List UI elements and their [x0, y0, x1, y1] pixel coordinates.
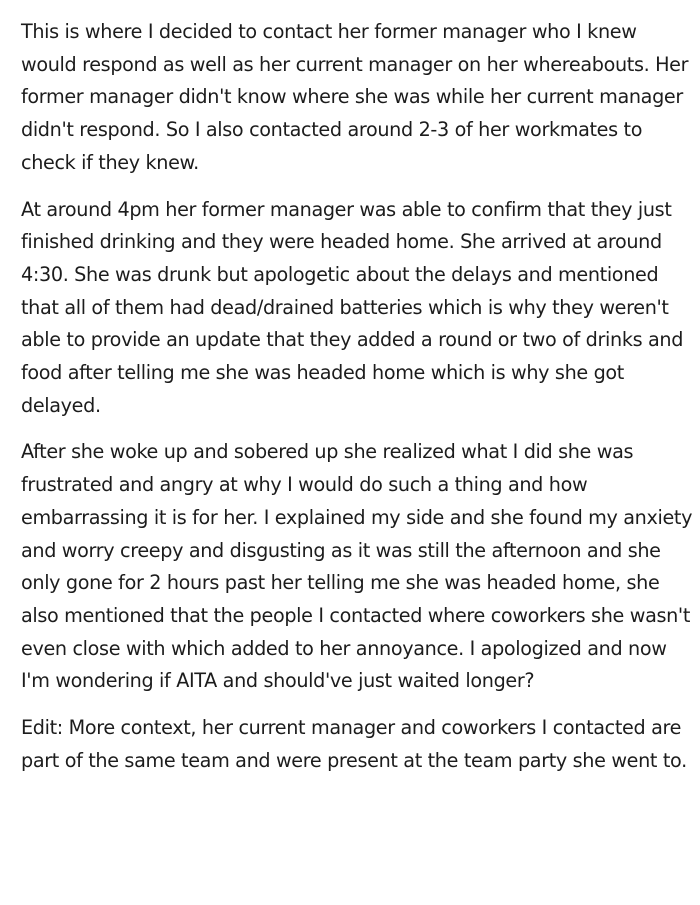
post-body [21, 16, 697, 777]
paragraph-edit-context: Edit: More context, her current manager and coworkers I contacted are part of the same team and were present at the team party she went to. [21, 716, 687, 772]
paragraph-arrival-home: At around 4pm her former manager was able to confirm that they just finished drinking and they were headed home. She arrived at around 4:30. She was drunk but apologetic about the delays and mentioned that all of them had dead/drained batteries which is why they weren't able to provide an update that they added a round or two of drinks and food after telling me she was headed home which is why she got delayed. [21, 197, 684, 417]
paragraph-contacting-managers: This is where I decided to contact her former manager who I knew would respond as well as her current manager on her whereabouts. Her former manager didn't know where she was while her current manager didn't respond. So I also contacted around 2-3 of her workmates to check if they knew. [21, 20, 689, 174]
paragraph-aftermath: After she woke up and sobered up she realized what I did she was frustrated and angry at why I would do such a thing and how embarrassing it is for her. I explained my side and she found my anxiety and worry creepy and disgusting as it was still the afternoon and she only gone for 2 hours past her telling me she was headed home, she also mentioned that the people I contacted where coworkers she wasn't even close with which added to her annoyance. I apologized and now I'm wondering if AITA and should've just waited longer? [21, 440, 693, 693]
